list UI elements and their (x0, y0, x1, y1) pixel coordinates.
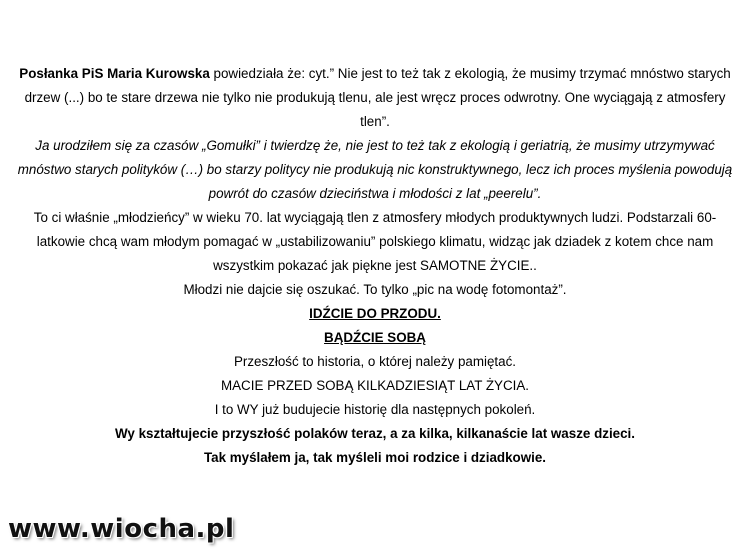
paragraph-warning: Młodzi nie dajcie się oszukać. To tylko „pic na wodę fotomontaż”. (183, 282, 567, 297)
slogan-go-forward: IDŹCIE DO PRZODU. (309, 306, 441, 321)
paragraph-young-people: To ci właśnie „młodzieńcy” w wieku 70. lat wyciągają tlen z atmosfery młodych produktywnych ludzi. Podstarzali 60-latkowie chcą wam młodym pomagać w „ustabilizowaniu” polskiego klimatu, widząc jak dziadek z kotem chce nam wszystkim pokazać jak piękne jest SAMOTNE ŻYCIE.. (33, 210, 717, 273)
line-closing: Tak myślałem ja, tak myśleli moi rodzice i dziadkowie. (203, 450, 547, 465)
line-shape-future: Wy kształtujecie przyszłość polaków teraz, a za kilka, kilkanaście lat wasze dzieci. (115, 426, 635, 441)
document-body (0, 62, 750, 470)
paragraph-response: Ja urodziłem się za czasów „Gomułki” i twierdzę że, nie jest to też tak z ekologią i geriatrią, że musimy utrzymywać mnóstwo starych polityków (…) bo starzy politycy nie produkują nic konstruktywnego, lecz ich proces myślenia powodują powrót do czasów dzieciństwa i młodości z lat „peerelu”. (17, 138, 733, 201)
quote-text: powiedziała że: cyt.” Nie jest to też tak z ekologią, że musimy trzymać mnóstwo starych drzew (...) bo te stare drzewa nie tylko nie produkują tlenu, ale jest wręcz proces odwrotny. One wyciągają z atmosfery tlen”. (24, 66, 731, 129)
line-build-history: I to WY już budujecie historię dla następnych pokoleń. (214, 402, 536, 417)
watermark-logo: www.wiocha.pl (8, 514, 235, 544)
slogan-be-yourselves: BĄDŹCIE SOBĄ (324, 330, 426, 345)
paragraph-quote (13, 62, 737, 134)
line-decades-ahead: MACIE PRZED SOBĄ KILKADZIESIĄT LAT ŻYCIA. (220, 378, 530, 393)
quote-speaker: Posłanka PiS Maria Kurowska (19, 66, 210, 81)
line-past-history: Przeszłość to historia, o której należy pamiętać. (233, 354, 517, 369)
